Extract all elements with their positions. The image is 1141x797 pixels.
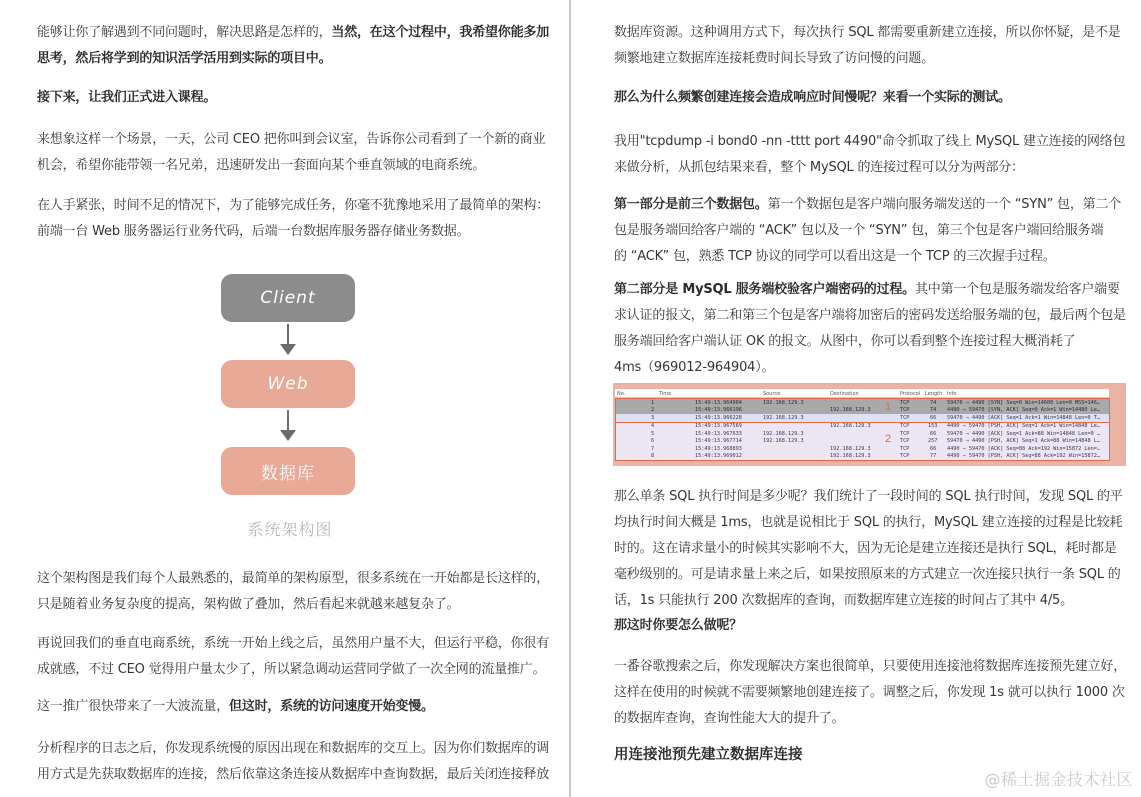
text-line: 我用"tcpdump -i bond0 -nn -tttt port 4490"命令抓取了线上 MySQL 建立连接的网络包 [614, 134, 1126, 149]
text-line: 在人手紧张，时间不足的情况下，为了能够完成任务，你毫不犹豫地采用了最简单的架构： [37, 198, 550, 213]
packet-row: 2 15:49:13.966196 192.168.129.3 TCP 74 4490 → 59470 [SYN, ACK] Seq=0 Ack=1 Win=14480 Le… [615, 407, 1109, 415]
text-line: 包是服务端回给客户端的 “ACK” 包以及一个 “SYN” 包，第三个包是客户端回给服务端 [614, 223, 1104, 238]
auth-group-highlight [615, 422, 1110, 461]
text-line: 那么单条 SQL 执行时间是多少呢？我们统计了一段时间的 SQL 执行时间，发现 SQL 的平 [614, 489, 1123, 504]
packet-row: 4 15:49:13.967569 192.168.129.3 TCP 153 4490 → 59470 [PSH, ACK] Seq=1 Ack=1 Win=14848 Le… [615, 423, 1109, 431]
text-line: 话，1s 只能执行 200 次数据库的查询，而数据库建立连接的时间占了其中 4/5。 [614, 593, 1073, 608]
architecture-diagram [215, 270, 365, 550]
text-line: 这样在使用的时候就不需要频繁地创建连接了。调整之后，你发现 1s 就可以执行 1000 次 [614, 685, 1125, 700]
paragraph-resources [614, 20, 1121, 72]
packet-row: 6 15:49:13.967714 192.168.129.3 TCP 257 59470 → 4490 [PSH, ACK] Seq=1 Ack=88 Win=14848 L… [615, 438, 1109, 446]
paragraph-scenario [37, 127, 545, 179]
intro-bold-text-2: 思考，然后将学到的知识活学活用到实际的项目中。 [37, 51, 332, 66]
text-line: 前端一台 Web 服务器运行业务代码，后端一台数据库服务器存储业务数据。 [37, 224, 470, 239]
arrow-down-icon [283, 324, 293, 358]
packet-list [615, 389, 1109, 461]
arrow-down-icon [283, 410, 293, 444]
text-line: 用方式是先获取数据库的连接，然后依靠这条连接从数据库中查询数据，最后关闭连接释放 [37, 767, 550, 782]
column-header: Length [925, 391, 943, 397]
text-span: 第一个数据包是客户端向服务端发送的一个 “SYN” 包，第二个 [767, 197, 1122, 212]
packet-capture-screenshot [613, 383, 1126, 466]
group-label-2: 2 [885, 433, 892, 445]
text-line: 再说回我们的垂直电商系统，系统一开始上线之后，虽然用户量不大，但运行平稳，你很有 [37, 636, 550, 651]
paragraph-ecommerce [37, 631, 549, 683]
paragraph-intro [37, 20, 549, 72]
column-header: Info [947, 391, 957, 397]
intro-bold-text: 当然，在这个过程中，我希望你能多加 [331, 25, 550, 40]
text-line: 时的。这在请求量小的时候其实影响不大，因为无论是建立连接还是执行 SQL，耗时都是 [614, 541, 1117, 556]
paragraph-what-now: 那这时你要怎么做呢？ [614, 618, 743, 633]
watermark: @稀土掘金技术社区 [984, 770, 1133, 789]
bold-text-span: 第二部分是 MySQL 服务端校验客户端密码的过程。 [614, 282, 915, 297]
diagram-box-client: Client [221, 274, 355, 322]
text-span: 其中第一个包是服务端发给客户端要 [914, 282, 1120, 297]
text-line: 数据库资源。这种调用方式下，每次执行 SQL 都需要重新建立连接，所以你怀疑，是不是 [614, 25, 1121, 40]
paragraph-familiar [37, 566, 549, 618]
column-header: Source [763, 391, 781, 397]
packet-row: 5 15:49:13.967633 192.168.129.3 TCP 66 59470 → 4490 [ACK] Seq=1 Ack=88 Win=14848 Len=0 … [615, 430, 1109, 438]
text-line: 分析程序的日志之后，你发现系统慢的原因出现在和数据库的交互上。因为你们数据库的调 [37, 741, 550, 756]
text-line: 4ms（969012-964904）。 [614, 360, 775, 375]
packet-row: 3 15:49:13.966228 192.168.129.3 TCP 66 59470 → 4490 [ACK] Seq=1 Ack=1 Win=14848 Len=0 T… [615, 414, 1109, 422]
section-heading: 用连接池预先建立数据库连接 [614, 747, 803, 763]
packet-row: 1 15:49:13.964904 192.168.129.3 TCP 74 59470 → 4490 [SYN] Seq=0 Win=14600 Len=0 MSS=146… [615, 399, 1109, 407]
intro-text: 能够让你了解遇到不同问题时，解决思路是怎样的， [37, 25, 332, 40]
paragraph-solution [614, 654, 1126, 732]
paragraph-sql-time [614, 484, 1123, 614]
handshake-group-highlight [615, 398, 1110, 423]
column-header: Destination [830, 391, 859, 397]
paragraph-analysis [37, 736, 549, 788]
diagram-caption: 系统架构图 [247, 520, 333, 539]
paragraph-part-two [614, 277, 1126, 381]
text-line: 来想象这样一个场景，一天，公司 CEO 把你叫到会议室，告诉你公司看到了一个新的商业 [37, 132, 546, 147]
text-line: 求认证的报文，第二和第三个包是客户端将加密后的密码发送给服务端的包，最后两个包是 [614, 308, 1127, 323]
text-line: 均执行时间大概是 1ms，也就是说相比于 SQL 的执行，MySQL 建立连接的过程是比较耗 [614, 515, 1123, 530]
text-line: 的数据库查询，查询性能大大的提升了。 [614, 711, 845, 726]
packet-row: 7 15:49:13.968893 192.168.129.3 TCP 66 4490 → 59470 [ACK] Seq=88 Ack=192 Win=15872 Len=… [615, 445, 1109, 453]
packet-row: 8 15:49:13.969012 192.168.129.3 TCP 77 4490 → 59470 [PSH, ACK] Seq=88 Ack=192 Win=15872… [615, 453, 1109, 461]
paragraph-next: 接下来，让我们正式进入课程。 [37, 90, 217, 105]
left-page [0, 0, 569, 797]
text-line: 来做分析，从抓包结果来看，整个 MySQL 的连接过程可以分为两部分： [614, 160, 1024, 175]
text-line: 一番谷歌搜索之后，你发现解决方案也很简单，只要使用连接池将数据库连接预先建立好， [614, 659, 1127, 674]
text-line: 成就感，不过 CEO 觉得用户量太少了，所以紧急调动运营同学做了一次全网的流量推广。 [37, 662, 546, 677]
paragraph-tcpdump [614, 129, 1125, 181]
text-line: 毫秒级别的。可是请求量上来之后，如果按照原来的方式建立一次连接只执行一条 SQL 的 [614, 567, 1121, 582]
column-header: Protocol [900, 391, 921, 397]
bold-text-span: 但这时，系统的访问速度开始变慢。 [229, 699, 434, 714]
column-header: Time [659, 391, 672, 397]
text-line: 只是随着业务复杂度的提高，架构做了叠加，然后看起来就越来越复杂了。 [37, 597, 460, 612]
bold-text-span: 第一部分是前三个数据包。 [614, 197, 768, 212]
text-line: 这个架构图是我们每个人最熟悉的，最简单的架构原型，很多系统在一开始都是长这样的， [37, 571, 550, 586]
group-label-1: 1 [885, 401, 892, 413]
paragraph-part-one [614, 192, 1121, 270]
text-line: 频繁地建立数据库连接耗费时间长导致了访问慢的问题。 [614, 51, 935, 66]
text-span: 这一推广很快带来了一大波流量， [37, 699, 230, 714]
text-line: 服务端回给客户端认证 OK 的报文。从图中，你可以看到整个连接过程大概消耗了 [614, 334, 1076, 349]
paragraph-slowdown [37, 694, 434, 720]
text-line: 机会，希望你能带领一名兄弟，迅速研发出一套面向某个垂直领域的电商系统。 [37, 158, 486, 173]
text-line: 的 “ACK” 包，熟悉 TCP 协议的同学可以看出这是一个 TCP 的三次握手过程。 [614, 249, 1056, 264]
diagram-box-web: Web [221, 360, 355, 408]
column-header: No. [617, 391, 626, 397]
paragraph-question: 那么为什么频繁创建连接会造成响应时间慢呢？来看一个实际的测试。 [614, 90, 1011, 105]
packet-list-header [615, 389, 1109, 398]
paragraph-architecture [37, 193, 549, 245]
diagram-box-database: 数据库 [221, 447, 355, 495]
